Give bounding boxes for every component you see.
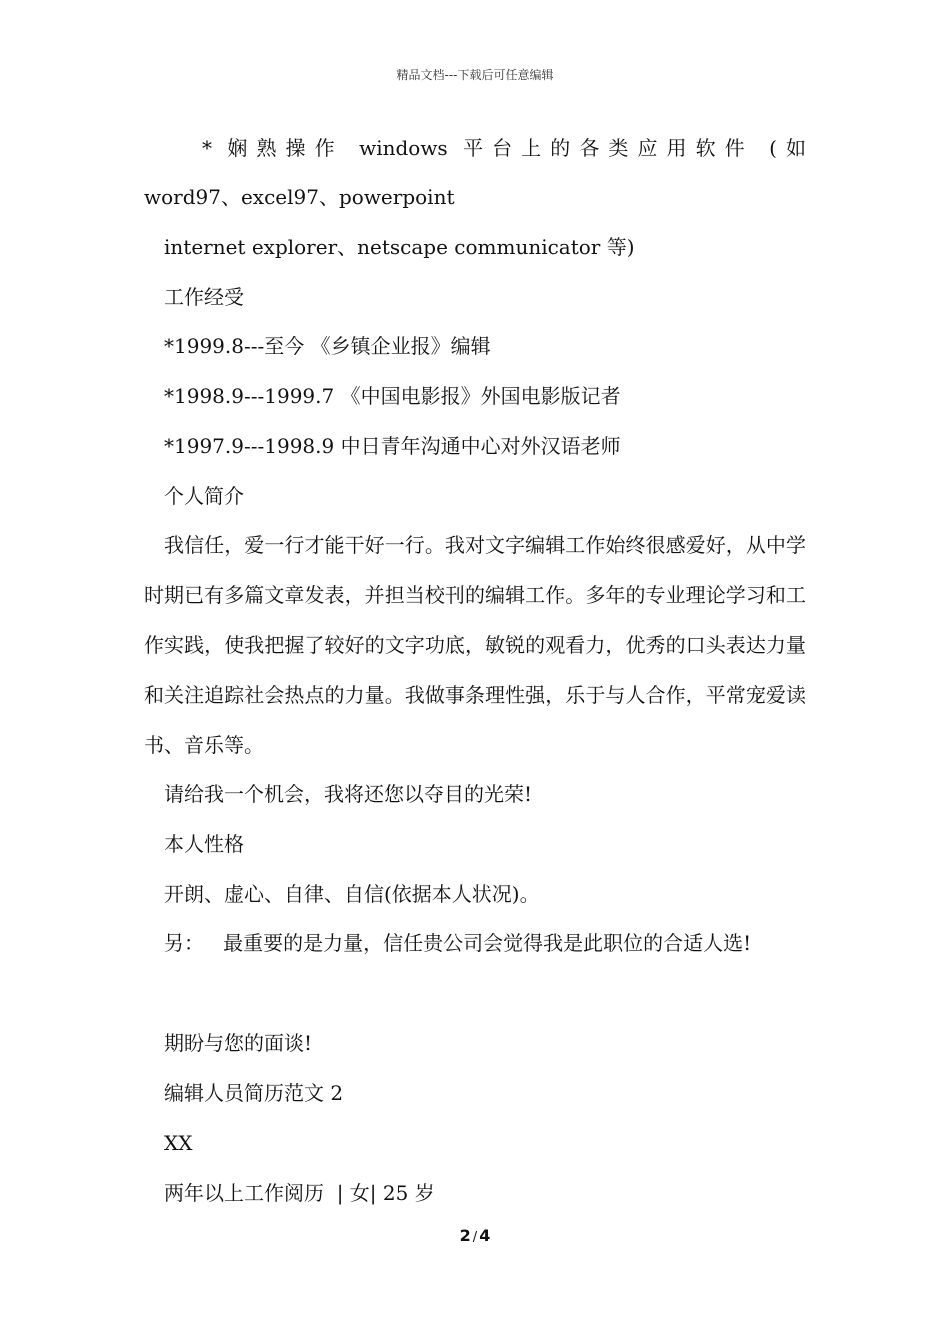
intro-section-title: 个人简介 (164, 484, 244, 508)
personality-text: 开朗、虚心、自律、自信(依据本人状况)。 (164, 882, 540, 906)
work-item: *1997.9---1998.9 中日青年沟通中心对外汉语老师 (164, 434, 621, 458)
next-resume-title: 编辑人员简历范文 2 (164, 1081, 344, 1105)
closing-hope: 期盼与您的面谈! (164, 1031, 313, 1055)
skills-line-2: word97、excel97、powerpoint (144, 185, 455, 209)
intro-closing: 请给我一个机会，我将还您以夺目的光荣! (164, 782, 533, 806)
intro-paragraph: 我信任，爱一行才能干好一行。我对文字编辑工作始终很感爱好，从中学时期已有多篇文章发表，并担当校刊的编辑工作。多年的专业理论学习和工作实践，使我把握了较好的文字功底，敏锐的观看力，优秀的口头表达力量和关注追踪社会热点的力量。我做事条理性强，乐于与人合作，平常宠爱读书、音乐等。 (144, 533, 806, 757)
work-item: *1999.8---至今 《乡镇企业报》编辑 (164, 334, 491, 358)
skills-line-1: * 娴熟操作 windows 平台上的各类应用软件 (如 (202, 136, 806, 160)
work-section-title: 工作经受 (164, 285, 244, 309)
candidate-summary: 两年以上工作阅历 | 女| 25 岁 (164, 1181, 435, 1205)
page-total: 4 (479, 1226, 491, 1245)
page-header: 精品文档---下载后可任意编辑 (396, 68, 554, 82)
skills-line-3: internet explorer、netscape communicator 等) (164, 235, 635, 259)
page-current: 2 (459, 1226, 471, 1245)
personality-note: 另： 最重要的是力量，信任贵公司会觉得我是此职位的合适人选! (164, 931, 752, 955)
page-separator: / (472, 1230, 478, 1245)
personality-section-title: 本人性格 (164, 832, 244, 856)
work-item: *1998.9---1999.7 《中国电影报》外国电影版记者 (164, 384, 621, 408)
candidate-name: XX (164, 1131, 193, 1155)
page-number (0, 1226, 950, 1245)
